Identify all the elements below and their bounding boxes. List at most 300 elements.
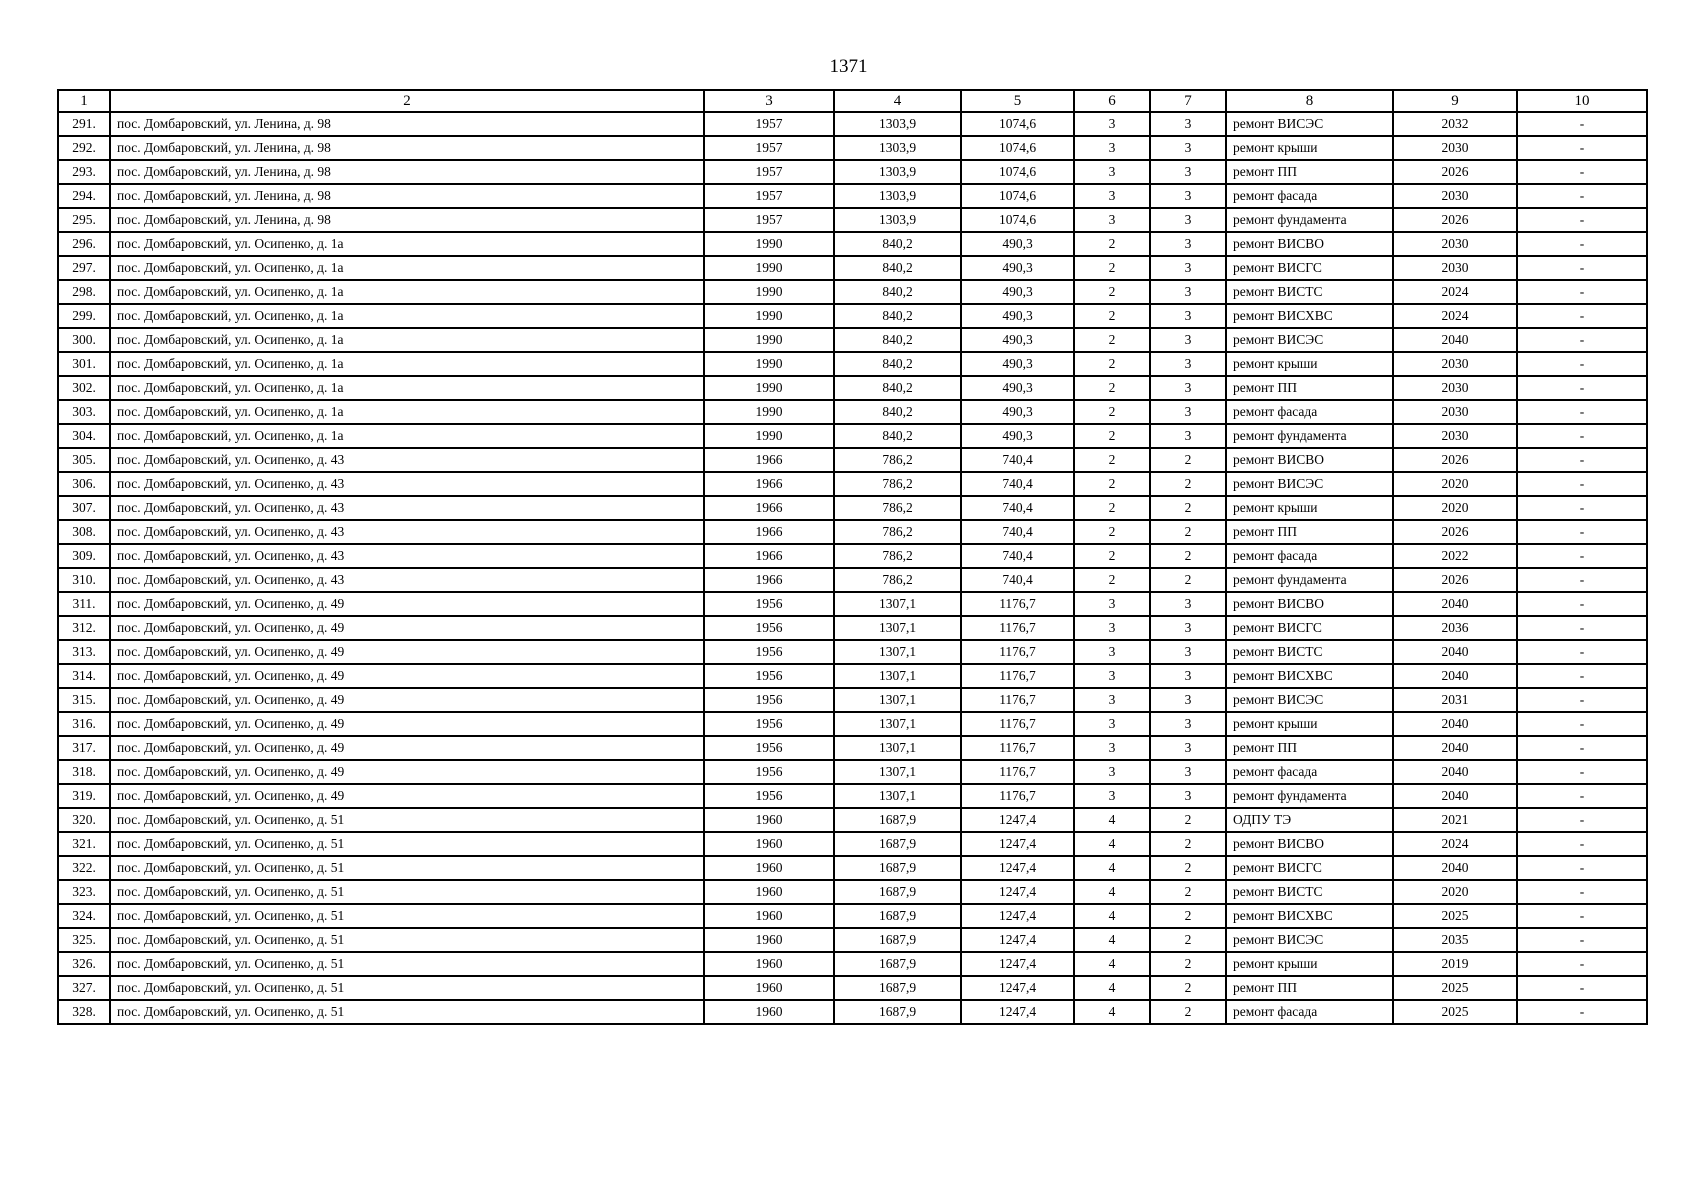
floors-cell: 3 — [1074, 736, 1150, 760]
column-header-3: 3 — [704, 90, 834, 112]
total-area-cell: 1303,9 — [834, 136, 961, 160]
living-area-cell: 490,3 — [961, 256, 1074, 280]
note-cell: - — [1517, 928, 1647, 952]
table-row — [58, 712, 1647, 736]
row-number-cell: 301. — [58, 352, 110, 376]
living-area-cell: 1247,4 — [961, 808, 1074, 832]
floors-cell: 2 — [1074, 232, 1150, 256]
address-cell: пос. Домбаровский, ул. Осипенко, д. 51 — [110, 976, 704, 1000]
row-number-cell: 326. — [58, 952, 110, 976]
table-row — [58, 568, 1647, 592]
total-area-cell: 1303,9 — [834, 208, 961, 232]
entrances-cell: 3 — [1150, 112, 1226, 136]
row-number-cell: 319. — [58, 784, 110, 808]
planned-year-cell: 2026 — [1393, 160, 1517, 184]
address-cell: пос. Домбаровский, ул. Ленина, д. 98 — [110, 208, 704, 232]
row-number-cell: 295. — [58, 208, 110, 232]
address-cell: пос. Домбаровский, ул. Осипенко, д. 51 — [110, 880, 704, 904]
year-built-cell: 1956 — [704, 688, 834, 712]
address-cell: пос. Домбаровский, ул. Осипенко, д. 1а — [110, 400, 704, 424]
address-cell: пос. Домбаровский, ул. Осипенко, д. 43 — [110, 544, 704, 568]
entrances-cell: 2 — [1150, 496, 1226, 520]
table-row — [58, 352, 1647, 376]
living-area-cell: 1176,7 — [961, 760, 1074, 784]
row-number-cell: 323. — [58, 880, 110, 904]
address-cell: пос. Домбаровский, ул. Осипенко, д. 51 — [110, 808, 704, 832]
planned-year-cell: 2040 — [1393, 592, 1517, 616]
entrances-cell: 3 — [1150, 664, 1226, 688]
planned-year-cell: 2040 — [1393, 640, 1517, 664]
total-area-cell: 840,2 — [834, 256, 961, 280]
entrances-cell: 3 — [1150, 136, 1226, 160]
table-row — [58, 832, 1647, 856]
year-built-cell: 1956 — [704, 736, 834, 760]
total-area-cell: 1307,1 — [834, 760, 961, 784]
address-cell: пос. Домбаровский, ул. Осипенко, д. 1а — [110, 304, 704, 328]
note-cell: - — [1517, 424, 1647, 448]
entrances-cell: 2 — [1150, 856, 1226, 880]
living-area-cell: 1074,6 — [961, 112, 1074, 136]
floors-cell: 2 — [1074, 376, 1150, 400]
note-cell: - — [1517, 640, 1647, 664]
address-cell: пос. Домбаровский, ул. Ленина, д. 98 — [110, 184, 704, 208]
planned-year-cell: 2020 — [1393, 880, 1517, 904]
total-area-cell: 1687,9 — [834, 904, 961, 928]
total-area-cell: 786,2 — [834, 544, 961, 568]
living-area-cell: 1247,4 — [961, 1000, 1074, 1024]
table-row — [58, 520, 1647, 544]
note-cell: - — [1517, 496, 1647, 520]
work-type-cell: ремонт фундамента — [1226, 784, 1393, 808]
address-cell: пос. Домбаровский, ул. Осипенко, д. 49 — [110, 760, 704, 784]
table-row — [58, 400, 1647, 424]
living-area-cell: 490,3 — [961, 376, 1074, 400]
planned-year-cell: 2024 — [1393, 280, 1517, 304]
note-cell: - — [1517, 1000, 1647, 1024]
table-row — [58, 928, 1647, 952]
work-type-cell: ремонт ВИСЭС — [1226, 688, 1393, 712]
total-area-cell: 1307,1 — [834, 784, 961, 808]
floors-cell: 4 — [1074, 928, 1150, 952]
total-area-cell: 1687,9 — [834, 880, 961, 904]
year-built-cell: 1957 — [704, 136, 834, 160]
work-type-cell: ремонт ВИСВО — [1226, 232, 1393, 256]
floors-cell: 3 — [1074, 616, 1150, 640]
year-built-cell: 1960 — [704, 1000, 834, 1024]
year-built-cell: 1966 — [704, 472, 834, 496]
living-area-cell: 1176,7 — [961, 640, 1074, 664]
address-cell: пос. Домбаровский, ул. Ленина, д. 98 — [110, 160, 704, 184]
floors-cell: 3 — [1074, 760, 1150, 784]
floors-cell: 2 — [1074, 568, 1150, 592]
address-cell: пос. Домбаровский, ул. Осипенко, д. 1а — [110, 328, 704, 352]
work-type-cell: ремонт ВИСХВС — [1226, 904, 1393, 928]
total-area-cell: 1687,9 — [834, 832, 961, 856]
planned-year-cell: 2021 — [1393, 808, 1517, 832]
entrances-cell: 2 — [1150, 928, 1226, 952]
living-area-cell: 490,3 — [961, 328, 1074, 352]
note-cell: - — [1517, 616, 1647, 640]
entrances-cell: 3 — [1150, 256, 1226, 280]
living-area-cell: 1074,6 — [961, 184, 1074, 208]
year-built-cell: 1990 — [704, 280, 834, 304]
entrances-cell: 2 — [1150, 472, 1226, 496]
floors-cell: 2 — [1074, 448, 1150, 472]
table-row — [58, 448, 1647, 472]
living-area-cell: 490,3 — [961, 304, 1074, 328]
note-cell: - — [1517, 808, 1647, 832]
total-area-cell: 786,2 — [834, 448, 961, 472]
address-cell: пос. Домбаровский, ул. Осипенко, д. 49 — [110, 592, 704, 616]
total-area-cell: 786,2 — [834, 472, 961, 496]
floors-cell: 2 — [1074, 256, 1150, 280]
work-type-cell: ремонт фасада — [1226, 760, 1393, 784]
living-area-cell: 1074,6 — [961, 208, 1074, 232]
planned-year-cell: 2040 — [1393, 712, 1517, 736]
year-built-cell: 1960 — [704, 832, 834, 856]
year-built-cell: 1956 — [704, 640, 834, 664]
total-area-cell: 1307,1 — [834, 664, 961, 688]
row-number-cell: 314. — [58, 664, 110, 688]
column-header-8: 8 — [1226, 90, 1393, 112]
planned-year-cell: 2026 — [1393, 208, 1517, 232]
floors-cell: 3 — [1074, 184, 1150, 208]
table-row — [58, 904, 1647, 928]
work-type-cell: ремонт ВИСВО — [1226, 592, 1393, 616]
total-area-cell: 786,2 — [834, 520, 961, 544]
year-built-cell: 1956 — [704, 784, 834, 808]
planned-year-cell: 2040 — [1393, 664, 1517, 688]
note-cell: - — [1517, 232, 1647, 256]
planned-year-cell: 2030 — [1393, 184, 1517, 208]
column-header-2: 2 — [110, 90, 704, 112]
address-cell: пос. Домбаровский, ул. Осипенко, д. 49 — [110, 616, 704, 640]
floors-cell: 3 — [1074, 664, 1150, 688]
entrances-cell: 3 — [1150, 376, 1226, 400]
year-built-cell: 1957 — [704, 184, 834, 208]
total-area-cell: 1307,1 — [834, 640, 961, 664]
entrances-cell: 2 — [1150, 880, 1226, 904]
work-type-cell: ОДПУ ТЭ — [1226, 808, 1393, 832]
column-header-9: 9 — [1393, 90, 1517, 112]
row-number-cell: 302. — [58, 376, 110, 400]
living-area-cell: 740,4 — [961, 448, 1074, 472]
total-area-cell: 840,2 — [834, 424, 961, 448]
planned-year-cell: 2020 — [1393, 496, 1517, 520]
work-type-cell: ремонт ВИСХВС — [1226, 304, 1393, 328]
living-area-cell: 1247,4 — [961, 928, 1074, 952]
table-row — [58, 760, 1647, 784]
repair-schedule-table — [57, 89, 1648, 1025]
total-area-cell: 1307,1 — [834, 592, 961, 616]
living-area-cell: 740,4 — [961, 520, 1074, 544]
table-row — [58, 232, 1647, 256]
table-row — [58, 664, 1647, 688]
table-row — [58, 784, 1647, 808]
entrances-cell: 3 — [1150, 352, 1226, 376]
total-area-cell: 1307,1 — [834, 616, 961, 640]
address-cell: пос. Домбаровский, ул. Осипенко, д. 1а — [110, 256, 704, 280]
row-number-cell: 322. — [58, 856, 110, 880]
floors-cell: 4 — [1074, 856, 1150, 880]
planned-year-cell: 2036 — [1393, 616, 1517, 640]
planned-year-cell: 2019 — [1393, 952, 1517, 976]
planned-year-cell: 2026 — [1393, 448, 1517, 472]
column-header-1: 1 — [58, 90, 110, 112]
living-area-cell: 740,4 — [961, 496, 1074, 520]
planned-year-cell: 2030 — [1393, 352, 1517, 376]
note-cell: - — [1517, 304, 1647, 328]
total-area-cell: 1687,9 — [834, 808, 961, 832]
row-number-cell: 307. — [58, 496, 110, 520]
planned-year-cell: 2031 — [1393, 688, 1517, 712]
floors-cell: 2 — [1074, 520, 1150, 544]
row-number-cell: 306. — [58, 472, 110, 496]
address-cell: пос. Домбаровский, ул. Осипенко, д. 51 — [110, 952, 704, 976]
total-area-cell: 840,2 — [834, 232, 961, 256]
column-header-10: 10 — [1517, 90, 1647, 112]
table-row — [58, 544, 1647, 568]
entrances-cell: 2 — [1150, 448, 1226, 472]
entrances-cell: 3 — [1150, 328, 1226, 352]
year-built-cell: 1956 — [704, 616, 834, 640]
work-type-cell: ремонт ПП — [1226, 736, 1393, 760]
work-type-cell: ремонт ВИСТС — [1226, 880, 1393, 904]
address-cell: пос. Домбаровский, ул. Осипенко, д. 49 — [110, 640, 704, 664]
work-type-cell: ремонт ВИСЭС — [1226, 472, 1393, 496]
table-row — [58, 472, 1647, 496]
floors-cell: 4 — [1074, 880, 1150, 904]
floors-cell: 4 — [1074, 1000, 1150, 1024]
note-cell: - — [1517, 256, 1647, 280]
row-number-cell: 325. — [58, 928, 110, 952]
note-cell: - — [1517, 760, 1647, 784]
page-number: 1371 — [829, 56, 868, 77]
note-cell: - — [1517, 568, 1647, 592]
entrances-cell: 2 — [1150, 952, 1226, 976]
row-number-cell: 316. — [58, 712, 110, 736]
living-area-cell: 490,3 — [961, 424, 1074, 448]
note-cell: - — [1517, 376, 1647, 400]
work-type-cell: ремонт фундамента — [1226, 424, 1393, 448]
entrances-cell: 3 — [1150, 184, 1226, 208]
living-area-cell: 740,4 — [961, 472, 1074, 496]
year-built-cell: 1990 — [704, 376, 834, 400]
total-area-cell: 1307,1 — [834, 688, 961, 712]
year-built-cell: 1960 — [704, 880, 834, 904]
row-number-cell: 291. — [58, 112, 110, 136]
note-cell: - — [1517, 352, 1647, 376]
planned-year-cell: 2024 — [1393, 304, 1517, 328]
planned-year-cell: 2030 — [1393, 400, 1517, 424]
address-cell: пос. Домбаровский, ул. Осипенко, д. 49 — [110, 736, 704, 760]
row-number-cell: 313. — [58, 640, 110, 664]
entrances-cell: 2 — [1150, 976, 1226, 1000]
note-cell: - — [1517, 448, 1647, 472]
year-built-cell: 1990 — [704, 424, 834, 448]
planned-year-cell: 2030 — [1393, 232, 1517, 256]
work-type-cell: ремонт крыши — [1226, 136, 1393, 160]
total-area-cell: 1303,9 — [834, 160, 961, 184]
total-area-cell: 1307,1 — [834, 736, 961, 760]
column-header-5: 5 — [961, 90, 1074, 112]
note-cell: - — [1517, 736, 1647, 760]
year-built-cell: 1957 — [704, 160, 834, 184]
note-cell: - — [1517, 664, 1647, 688]
note-cell: - — [1517, 136, 1647, 160]
entrances-cell: 3 — [1150, 616, 1226, 640]
address-cell: пос. Домбаровский, ул. Осипенко, д. 1а — [110, 376, 704, 400]
table-row — [58, 688, 1647, 712]
row-number-cell: 308. — [58, 520, 110, 544]
year-built-cell: 1960 — [704, 952, 834, 976]
entrances-cell: 3 — [1150, 712, 1226, 736]
table-row — [58, 976, 1647, 1000]
address-cell: пос. Домбаровский, ул. Осипенко, д. 43 — [110, 448, 704, 472]
floors-cell: 2 — [1074, 496, 1150, 520]
work-type-cell: ремонт ПП — [1226, 376, 1393, 400]
total-area-cell: 1687,9 — [834, 928, 961, 952]
row-number-cell: 298. — [58, 280, 110, 304]
work-type-cell: ремонт фасада — [1226, 184, 1393, 208]
total-area-cell: 1687,9 — [834, 952, 961, 976]
year-built-cell: 1990 — [704, 304, 834, 328]
entrances-cell: 2 — [1150, 1000, 1226, 1024]
year-built-cell: 1966 — [704, 496, 834, 520]
planned-year-cell: 2030 — [1393, 424, 1517, 448]
total-area-cell: 1687,9 — [834, 976, 961, 1000]
work-type-cell: ремонт ВИСГС — [1226, 856, 1393, 880]
entrances-cell: 3 — [1150, 736, 1226, 760]
floors-cell: 3 — [1074, 640, 1150, 664]
floors-cell: 2 — [1074, 424, 1150, 448]
row-number-cell: 317. — [58, 736, 110, 760]
row-number-cell: 304. — [58, 424, 110, 448]
note-cell: - — [1517, 472, 1647, 496]
note-cell: - — [1517, 832, 1647, 856]
entrances-cell: 3 — [1150, 280, 1226, 304]
total-area-cell: 1307,1 — [834, 712, 961, 736]
table-row — [58, 376, 1647, 400]
table-row — [58, 304, 1647, 328]
planned-year-cell: 2040 — [1393, 856, 1517, 880]
entrances-cell: 3 — [1150, 208, 1226, 232]
work-type-cell: ремонт крыши — [1226, 496, 1393, 520]
work-type-cell: ремонт ВИСЭС — [1226, 112, 1393, 136]
address-cell: пос. Домбаровский, ул. Осипенко, д. 51 — [110, 856, 704, 880]
living-area-cell: 1176,7 — [961, 736, 1074, 760]
planned-year-cell: 2040 — [1393, 328, 1517, 352]
living-area-cell: 1176,7 — [961, 712, 1074, 736]
row-number-cell: 318. — [58, 760, 110, 784]
entrances-cell: 2 — [1150, 904, 1226, 928]
floors-cell: 2 — [1074, 472, 1150, 496]
floors-cell: 4 — [1074, 952, 1150, 976]
planned-year-cell: 2025 — [1393, 904, 1517, 928]
year-built-cell: 1966 — [704, 520, 834, 544]
address-cell: пос. Домбаровский, ул. Осипенко, д. 1а — [110, 280, 704, 304]
floors-cell: 2 — [1074, 328, 1150, 352]
year-built-cell: 1956 — [704, 592, 834, 616]
work-type-cell: ремонт ПП — [1226, 976, 1393, 1000]
year-built-cell: 1990 — [704, 328, 834, 352]
table-row — [58, 1000, 1647, 1024]
floors-cell: 3 — [1074, 112, 1150, 136]
table-row — [58, 328, 1647, 352]
living-area-cell: 490,3 — [961, 232, 1074, 256]
work-type-cell: ремонт фундамента — [1226, 208, 1393, 232]
address-cell: пос. Домбаровский, ул. Осипенко, д. 43 — [110, 520, 704, 544]
year-built-cell: 1960 — [704, 856, 834, 880]
work-type-cell: ремонт фасада — [1226, 400, 1393, 424]
address-cell: пос. Домбаровский, ул. Ленина, д. 98 — [110, 112, 704, 136]
note-cell: - — [1517, 112, 1647, 136]
table-row — [58, 280, 1647, 304]
note-cell: - — [1517, 520, 1647, 544]
entrances-cell: 2 — [1150, 568, 1226, 592]
entrances-cell: 3 — [1150, 640, 1226, 664]
planned-year-cell: 2020 — [1393, 472, 1517, 496]
entrances-cell: 2 — [1150, 544, 1226, 568]
note-cell: - — [1517, 688, 1647, 712]
address-cell: пос. Домбаровский, ул. Осипенко, д. 1а — [110, 232, 704, 256]
work-type-cell: ремонт ПП — [1226, 520, 1393, 544]
row-number-cell: 299. — [58, 304, 110, 328]
planned-year-cell: 2025 — [1393, 976, 1517, 1000]
living-area-cell: 740,4 — [961, 568, 1074, 592]
row-number-cell: 303. — [58, 400, 110, 424]
entrances-cell: 2 — [1150, 520, 1226, 544]
address-cell: пос. Домбаровский, ул. Осипенко, д. 49 — [110, 688, 704, 712]
row-number-cell: 311. — [58, 592, 110, 616]
floors-cell: 4 — [1074, 808, 1150, 832]
address-cell: пос. Домбаровский, ул. Осипенко, д. 49 — [110, 784, 704, 808]
year-built-cell: 1966 — [704, 544, 834, 568]
planned-year-cell: 2025 — [1393, 1000, 1517, 1024]
note-cell: - — [1517, 952, 1647, 976]
table-row — [58, 256, 1647, 280]
row-number-cell: 320. — [58, 808, 110, 832]
entrances-cell: 3 — [1150, 784, 1226, 808]
row-number-cell: 315. — [58, 688, 110, 712]
table-row — [58, 160, 1647, 184]
year-built-cell: 1960 — [704, 928, 834, 952]
planned-year-cell: 2024 — [1393, 832, 1517, 856]
note-cell: - — [1517, 328, 1647, 352]
floors-cell: 4 — [1074, 904, 1150, 928]
living-area-cell: 1176,7 — [961, 784, 1074, 808]
total-area-cell: 840,2 — [834, 280, 961, 304]
year-built-cell: 1990 — [704, 232, 834, 256]
floors-cell: 3 — [1074, 688, 1150, 712]
note-cell: - — [1517, 208, 1647, 232]
planned-year-cell: 2040 — [1393, 784, 1517, 808]
floors-cell: 3 — [1074, 712, 1150, 736]
note-cell: - — [1517, 400, 1647, 424]
floors-cell: 4 — [1074, 976, 1150, 1000]
total-area-cell: 840,2 — [834, 376, 961, 400]
note-cell: - — [1517, 280, 1647, 304]
table-row — [58, 496, 1647, 520]
note-cell: - — [1517, 592, 1647, 616]
column-header-6: 6 — [1074, 90, 1150, 112]
living-area-cell: 1247,4 — [961, 856, 1074, 880]
row-number-cell: 327. — [58, 976, 110, 1000]
planned-year-cell: 2022 — [1393, 544, 1517, 568]
note-cell: - — [1517, 856, 1647, 880]
work-type-cell: ремонт ВИСВО — [1226, 448, 1393, 472]
living-area-cell: 1176,7 — [961, 592, 1074, 616]
